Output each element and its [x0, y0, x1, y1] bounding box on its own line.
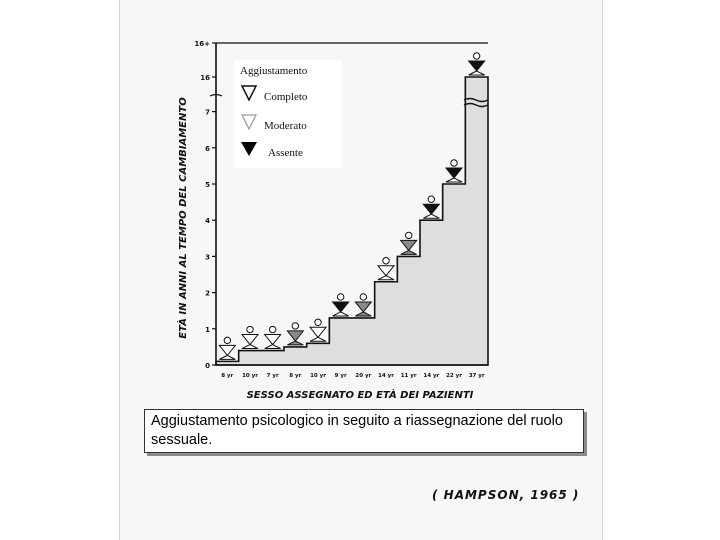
- y-tick-label: 16+: [194, 40, 210, 48]
- patient-body: [333, 312, 349, 316]
- y-tick-label: 3: [205, 253, 210, 262]
- open-triangle-icon: [240, 84, 258, 102]
- adjustment-triangle: [469, 61, 485, 71]
- patient-head: [451, 160, 457, 166]
- y-tick-label: 16: [200, 74, 210, 82]
- patient-body: [423, 214, 439, 218]
- legend-title: Aggiustamento: [240, 65, 308, 77]
- x-tick-label: 11 yr: [400, 373, 417, 379]
- patient-head: [269, 326, 275, 332]
- adjustment-triangle: [401, 240, 417, 250]
- adjustment-triangle: [265, 335, 281, 345]
- patient-head: [292, 323, 298, 329]
- patient-body: [310, 337, 326, 341]
- adjustment-triangle: [310, 327, 326, 337]
- patient-body: [378, 276, 394, 280]
- citation: ( HAMPSON, 1965 ): [432, 488, 580, 502]
- x-tick-label: 22 yr: [446, 373, 462, 379]
- figure-caption: Aggiustamento psicologico in seguito a riassegnazione del ruolo sessuale.: [144, 409, 584, 453]
- adjustment-triangle: [333, 302, 349, 312]
- patient-head: [337, 294, 343, 300]
- x-tick-label: 7 yr: [266, 373, 279, 379]
- y-tick-label: 1: [205, 325, 210, 334]
- patient-body: [242, 345, 258, 349]
- legend-label: Moderato: [264, 120, 307, 132]
- y-tick-label: 7: [205, 108, 210, 117]
- x-tick-label: 20 yr: [355, 373, 372, 379]
- x-tick-label: 14 yr: [423, 373, 440, 379]
- x-tick-label: 10 yr: [310, 373, 326, 379]
- patient-head: [473, 53, 479, 59]
- x-tick-label: 14 yr: [378, 373, 394, 379]
- patient-head: [405, 232, 411, 238]
- adjustment-triangle: [287, 331, 303, 341]
- legend-label: Completo: [264, 91, 308, 103]
- adjustment-triangle: [378, 266, 394, 276]
- y-tick-label: 6: [205, 144, 210, 153]
- filled-triangle-icon: [240, 140, 258, 158]
- patient-body: [287, 341, 303, 345]
- x-tick-label: 37 yr: [468, 373, 485, 379]
- patient-head: [360, 294, 366, 300]
- patient-body: [446, 178, 462, 182]
- light-open-triangle-icon: [240, 113, 258, 131]
- y-tick-label: 4: [205, 217, 210, 226]
- patient-head: [315, 319, 321, 325]
- adjustment-triangle: [446, 168, 462, 178]
- adjustment-triangle: [423, 204, 439, 214]
- y-tick-label: 2: [205, 289, 210, 298]
- y-axis-title: ETÀ IN ANNI AL TEMPO DEL CAMBIAMENTO: [178, 97, 189, 339]
- patient-head: [428, 196, 434, 202]
- legend-label: Assente: [268, 147, 303, 159]
- adjustment-triangle: [219, 345, 235, 355]
- patient-body: [265, 345, 281, 349]
- x-axis-title: SESSO ASSEGNATO ED ETÀ DEI PAZIENTI: [246, 390, 474, 401]
- adjustment-triangle: [355, 302, 371, 312]
- x-tick-label: 9 yr: [334, 373, 347, 379]
- legend-box: [234, 60, 342, 168]
- patient-body: [401, 250, 417, 254]
- adjustment-triangle: [242, 335, 258, 345]
- y-tick-label: 0: [205, 362, 210, 370]
- patient-head: [247, 326, 253, 332]
- x-tick-label: 8 yr: [221, 373, 234, 379]
- patient-head: [383, 258, 389, 264]
- patient-body: [219, 355, 235, 359]
- patient-head: [224, 337, 230, 343]
- x-tick-label: 8 yr: [289, 373, 302, 379]
- y-tick-label: 5: [205, 181, 210, 189]
- x-tick-label: 10 yr: [242, 373, 258, 379]
- patient-body: [469, 71, 485, 75]
- patient-body: [355, 312, 371, 316]
